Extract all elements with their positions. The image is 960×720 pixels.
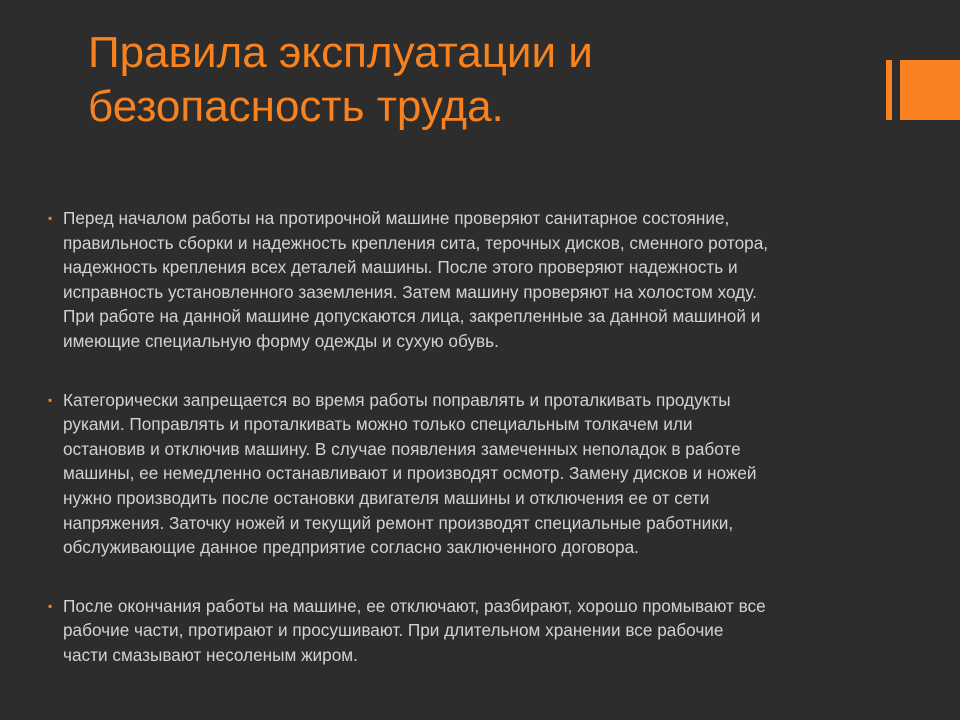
bullet-2-line-5: нужно производить после остановки двигателя машины и отключения ее от сети	[63, 487, 710, 508]
bullet-1-line-3: надежность крепления всех деталей машины. После этого проверяют надежность и	[63, 257, 738, 278]
bullet-marker-icon: ▪	[48, 392, 53, 407]
accent-bar-thin	[886, 60, 892, 120]
bullet-2-line-6: напряжения. Заточку ножей и текущий ремонт производят специальные работники,	[63, 512, 734, 533]
bullet-1-line-2: правильность сборки и надежность крепления сита, терочных дисков, сменного ротора,	[63, 232, 769, 253]
slide-title	[88, 26, 828, 134]
bullet-2-line-7: обслуживающие данное предприятие согласно заключенного договора.	[63, 537, 639, 558]
bullet-3-line-3: части смазывают несоленым жиром.	[63, 644, 358, 665]
bullet-1-line-5: При работе на данной машине допускаются лица, закрепленные за данной машиной и	[63, 306, 761, 327]
bullet-2-line-3: остановив и отключив машину. В случае появления замеченных неполадок в работе	[63, 438, 741, 459]
bullet-3-line-1: После окончания работы на машине, ее отключают, разбирают, хорошо промывают все	[63, 595, 766, 616]
bullet-2-line-1: Категорически запрещается во время работы поправлять и проталкивать продукты	[63, 389, 731, 410]
bullet-2-line-4: машины, ее немедленно останавливают и производят осмотр. Замену дисков и ножей	[63, 463, 757, 484]
bullet-item-3	[48, 594, 898, 668]
title-line-1: Правила эксплуатации и	[88, 28, 593, 77]
bullet-1-line-6: имеющие специальную форму одежды и сухую обувь.	[63, 330, 499, 351]
bullet-marker-icon: ▪	[48, 598, 53, 613]
bullet-marker-icon: ▪	[48, 211, 53, 225]
title-line-2: безопасность труда.	[88, 82, 504, 131]
bullet-1-line-1: Перед началом работы на протирочной машине проверяют санитарное состояние,	[63, 208, 730, 228]
bullet-3-line-2: рабочие части, протирают и просушивают. При длительном хранении все рабочие	[63, 620, 724, 641]
bullet-item-1	[48, 206, 898, 354]
bullet-2-line-2: руками. Поправлять и проталкивать можно только специальным толкачем или	[63, 414, 693, 435]
content-body	[48, 206, 898, 668]
bullet-item-2	[48, 388, 898, 560]
bullet-1-line-4: исправность установленного заземления. Затем машину проверяют на холостом ходу.	[63, 281, 757, 302]
accent-bar-thick	[900, 60, 960, 120]
